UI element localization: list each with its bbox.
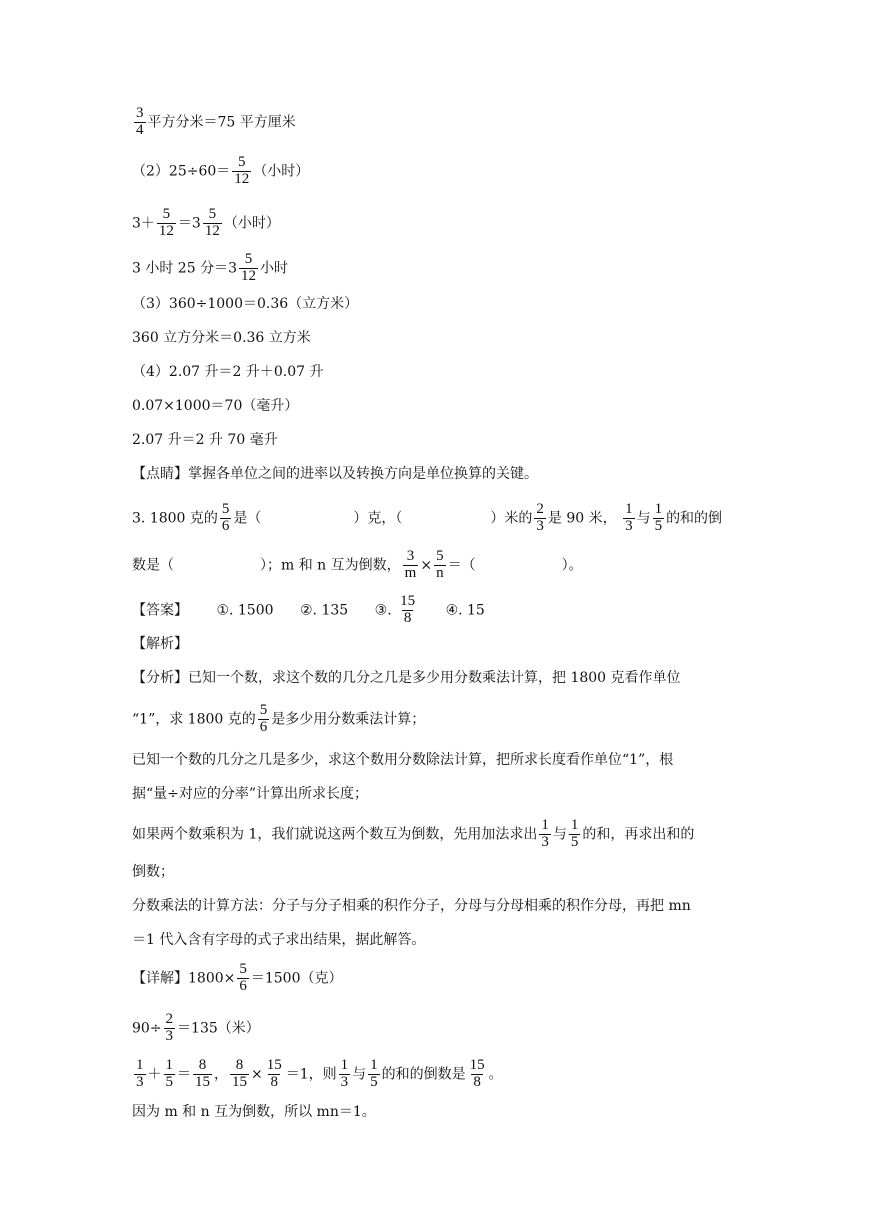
fraction: $\frac{5}{n}$: [436, 548, 444, 581]
line-ml-result: 2.07 升＝2 升 70 毫升: [132, 432, 278, 448]
analysis-line1: 【分析】已知一个数，求这个数的几分之几是多少用分数乘法计算，把 1800 克看作单位: [132, 670, 681, 686]
fraction: $\frac{1}{3}$: [136, 1057, 144, 1090]
fraction: $\frac{5}{6}$: [259, 702, 268, 735]
analysis-line8: ＝1 代入含有字母的式子求出结果，据此解答。: [132, 932, 426, 948]
fraction: $\frac{15}{8}$: [400, 593, 416, 626]
analysis-heading: 【解析】: [132, 636, 188, 652]
line-ml-calc: 0.07×1000＝70（毫升）: [132, 398, 299, 414]
line-volume-result: 360 立方分米＝0.36 立方米: [132, 330, 311, 346]
fraction: $\frac{3}{4}$: [136, 105, 144, 138]
question-3-line1: 3. 1800 克的 $\frac{5}{6}$ 是（ ）克，（ ）米的 $\frac{2}{3}$ 是 90 米， $\frac{1}{3}$ 与 $\frac{1}{5}$ 的和的倒: [132, 501, 723, 534]
detail-line2: 90÷ $\frac{2}{3}$ ＝135（米）: [132, 1011, 260, 1044]
fraction: $\frac{1}{5}$: [370, 1057, 378, 1090]
detail-line4: 因为 m 和 n 互为倒数，所以 mn＝1。: [132, 1104, 376, 1120]
fraction: $\frac{1}{3}$: [541, 817, 549, 850]
analysis-line5: 如果两个数乘积为 1，我们就说这两个数互为倒数，先用加法求出 $\frac{1}{3}$ 与 $\frac{1}{5}$ 的和，再求出和的: [132, 817, 695, 850]
detail-line3: $\frac{1}{3}$ ＋ $\frac{1}{5}$ ＝ $\frac{8}{15}$ ， $\frac{8}{15}$ × $\frac{15}{8}$ ＝1，则 $\frac{1}{3}$ 与 $\frac{1}{5}$ 的和的倒数是 $\frac{15}{8}$ 。: [136, 1057, 503, 1090]
answer-label: 【答案】: [132, 602, 188, 619]
fraction: $\frac{8}{15}$: [195, 1057, 210, 1090]
tip-paragraph: 【点睛】掌握各单位之间的进率以及转换方向是单位换算的关键。: [132, 466, 538, 482]
answer-1: ①. 1500: [216, 602, 274, 619]
analysis-line2: “1”，求 1800 克的 $\frac{5}{6}$ 是多少用分数乘法计算；: [132, 702, 426, 735]
fraction: $\frac{1}{5}$: [165, 1057, 173, 1090]
fraction: $\frac{1}{3}$: [340, 1057, 349, 1090]
line-mixed-number: 3＋ $\frac{5}{12}$ ＝3 $\frac{5}{12}$ （小时）: [132, 206, 280, 239]
answer-2: ②. 135: [300, 602, 349, 619]
fraction: $\frac{5}{12}$: [240, 251, 256, 284]
line-area-conversion: $\frac{3}{4}$ 平方分米＝75 平方厘米: [136, 105, 296, 138]
line-time-result: 3 小时 25 分＝3 $\frac{5}{12}$ 小时: [132, 251, 288, 284]
analysis-line4: 据“量÷对应的分率”计算出所求长度；: [132, 786, 369, 802]
fraction: $\frac{3}{m}$: [404, 548, 417, 581]
fraction: $\frac{15}{8}$: [469, 1057, 485, 1090]
line-part3: （3）360÷1000＝0.36（立方米）: [132, 296, 359, 312]
fraction: $\frac{5}{6}$: [239, 961, 247, 994]
answer-3: ③.: [374, 602, 392, 619]
fraction: $\frac{2}{3}$: [536, 501, 544, 534]
analysis-line3: 已知一个数的几分之几是多少，求这个数用分数除法计算，把所求长度看作单位“1”，根: [132, 752, 674, 768]
analysis-line7: 分数乘法的计算方法：分子与分子相乘的积作分子，分母与分母相乘的积作分母，再把 mn: [132, 898, 691, 914]
answer-4: ④. 15: [445, 602, 485, 619]
fraction: $\frac{1}{5}$: [654, 501, 663, 534]
fraction: $\frac{15}{8}$: [266, 1057, 282, 1090]
fraction: $\frac{5}{12}$: [204, 206, 220, 239]
line-part4: （4）2.07 升＝2 升＋0.07 升: [132, 364, 324, 380]
fraction: $\frac{2}{3}$: [165, 1011, 174, 1044]
answer-line: [132, 594, 485, 627]
fraction: $\frac{5}{6}$: [221, 501, 230, 534]
fraction: $\frac{5}{12}$: [158, 206, 174, 239]
line-part2-division: （2）25÷60＝ $\frac{5}{12}$ （小时）: [132, 154, 310, 187]
analysis-line6: 倒数；: [132, 864, 174, 880]
fraction: $\frac{5}{12}$: [234, 154, 250, 187]
fraction: $\frac{8}{15}$: [232, 1057, 247, 1090]
detail-line1: 【详解】1800× $\frac{5}{6}$ ＝1500（克）: [132, 961, 343, 994]
question-3-line2: 数是（ ）；m 和 n 互为倒数， $\frac{3}{m}$ × $\frac{5}{n}$ ＝（ ）。: [132, 548, 583, 581]
fraction: $\frac{1}{3}$: [625, 501, 633, 534]
fraction: $\frac{1}{5}$: [570, 817, 579, 850]
